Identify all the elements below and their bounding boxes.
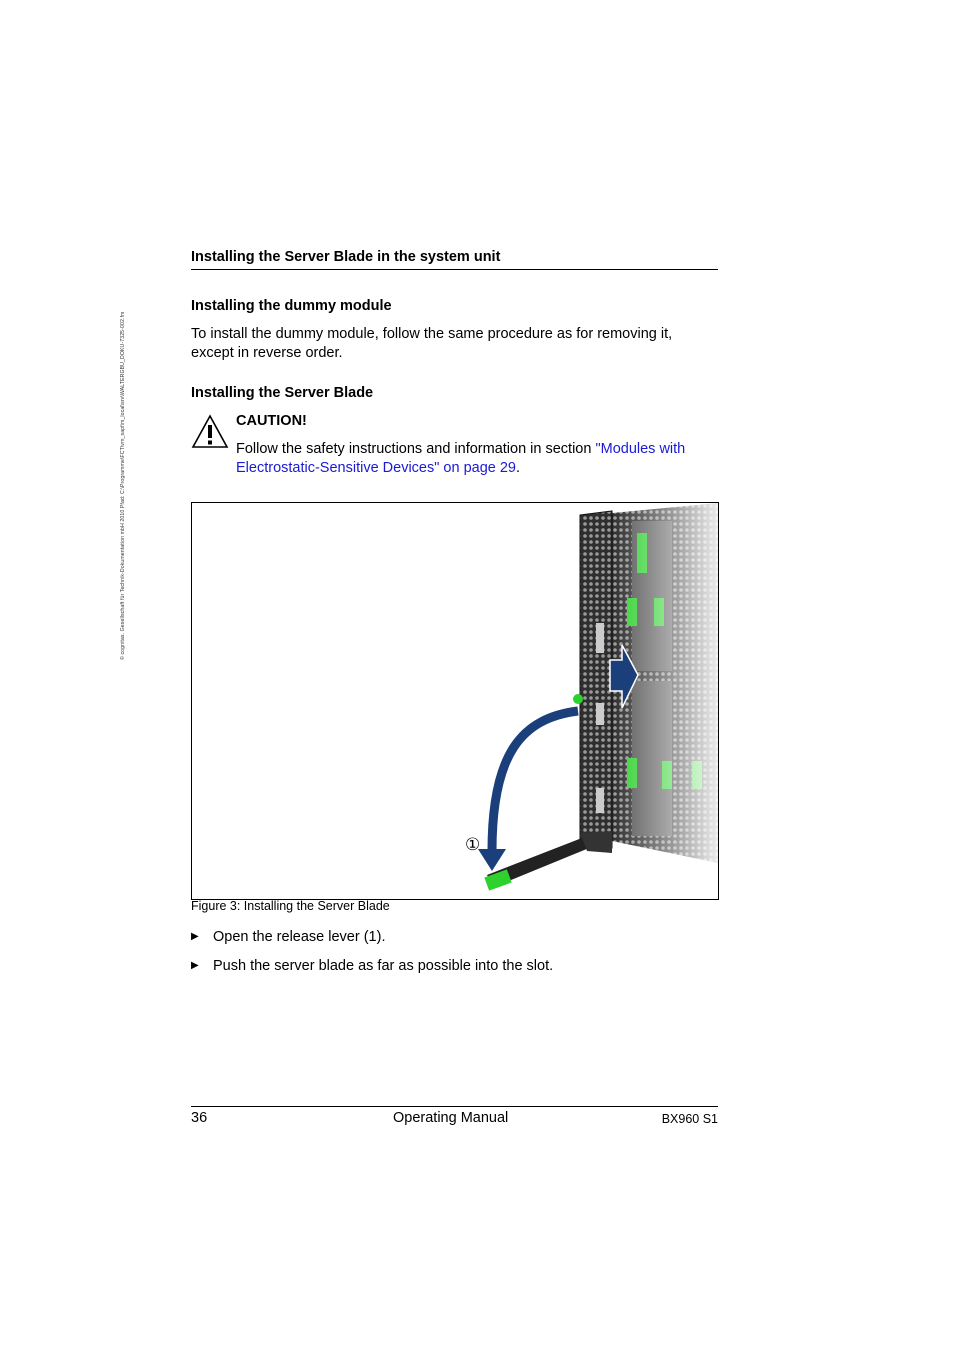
caution-text [236,440,716,478]
caution-text-before: Follow the safety instructions and information in section [236,441,596,457]
page-number: 36 [191,1110,208,1126]
side-margin-note: © cognitas. Gesellschaft für Technik-Dokumentation mbH 2010 Pfad: C:\Programme\FCT\vm_sapfim_local\srv\WALTERGBU_DOKU-7325-002.fm [120,311,126,660]
dummy-module-text: To install the dummy module, follow the same procedure as for removing it, except in reverse order. [191,326,673,361]
figure-installing-server-blade [191,502,719,900]
esd-section-link[interactable]: "Modules with Electrostatic-Sensitive Devices" on page 29 [236,441,686,476]
step-1-text: Open the release lever (1). [213,929,386,945]
callout-1: ① [465,835,481,854]
caution-title: CAUTION! [236,413,307,429]
server-blade-illustration [192,503,718,899]
step-2-text: Push the server blade as far as possible into the slot. [213,958,554,974]
bullet-arrow-icon: ▶ [191,931,199,942]
warning-triangle-icon [191,414,229,450]
manual-title: Operating Manual [393,1110,509,1126]
section-header: Installing the Server Blade in the system unit [191,249,718,270]
server-blade-heading: Installing the Server Blade [191,385,374,401]
step-2 [191,958,553,974]
footer-divider [191,1106,718,1107]
model-name: BX960 S1 [661,1112,718,1126]
caution-text-after: . [515,460,521,476]
bullet-arrow-icon: ▶ [191,960,199,971]
step-1 [191,929,385,945]
dummy-module-heading: Installing the dummy module [191,298,392,314]
figure-caption: Figure 3: Installing the Server Blade [191,899,390,913]
